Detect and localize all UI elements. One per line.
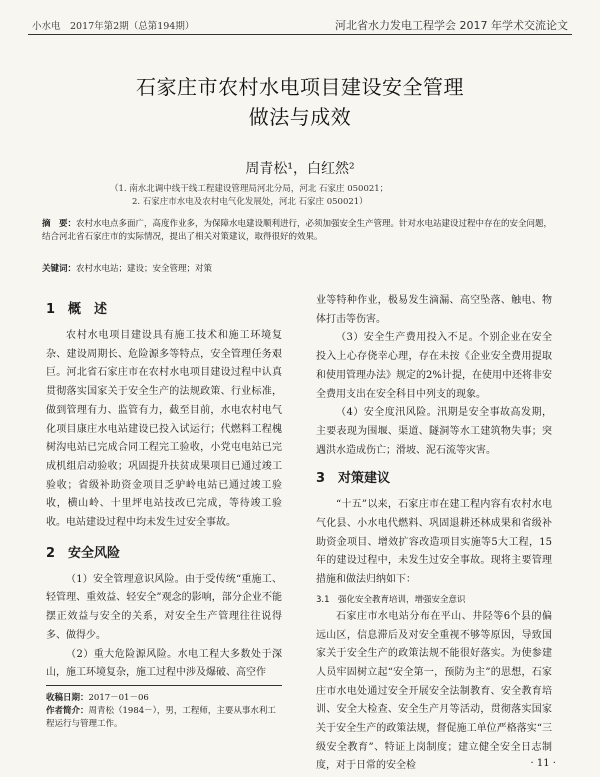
continued-paragraph: 业等特种作业，极易发生滴漏、高空坠落、触电、物体打击等伤害。 [316,295,552,325]
section-3-paragraph: “十五”以来，石家庄市在建工程内容有农村水电气化县、小水电代燃料、巩固退耕还林成果和省级补助资金项目、增效扩容改造项目实施等5大工程，15年的建设过程中，未发生过安全事故。现将主要管理措施和做法归纳如下： [316,499,552,586]
author-bio [46,705,282,731]
risk-paragraph-4: （4）安全度汛风险。汛期是安全事故高发期，主要表现为围堰、渠道、隧洞等水工建筑物失事；突遇洪水造成伤亡；滑坡、泥石流等灾害。 [316,407,552,456]
risk-paragraph-2: （2）重大危险源风险。水电工程大多数处于深山，施工环境复杂，施工过程中涉及爆破、高空作 [46,648,282,679]
section-3-heading: 3 对策建议 [316,471,391,487]
page-number: · 11 · [530,758,556,769]
authors: 周青松¹，白红然² [245,161,355,177]
abstract-label: 摘 要： [42,219,77,229]
title-line-2: 做法与成效 [248,105,352,129]
section-1-paragraph: 农村水电项目建设具有施工技术和施工环境复杂、建设周期长、危险源多等特点，安全管理任务艰巨。河北省石家庄市在农村水电项目建设过程中认真贯彻落实国家关于安全生产的法规政策、行业标准，做到管理有力、监管有力，截至目前，水电农村电气化项目康庄水电站建设已投入试运行；代燃料工程槐树沟电站已完成合同工程完工验收，小党屯电站已完成机组启动验收；巩固提升扶贫成果项目已通过竣工验收；省级补助资金项目乏驴岭电站已通过竣工验收，横山岭、十里坪电站技改已完成，等待竣工验收。电站建设过程中均未发生过安全事故。 [46,330,282,529]
left-column [46,295,282,683]
keywords-text: 农村水电站；建设；安全管理；对策 [76,264,213,274]
conference-name: 河北省水力发电工程学会 2017 年学术交流论文 [335,19,568,32]
footnote [46,685,282,731]
journal-issue: 小水电 2017年第2期（总第194期） [32,21,195,32]
abstract [42,218,558,244]
section-1-heading: 1 概 述 [46,302,108,317]
keywords [42,262,558,274]
affiliations [110,183,388,209]
paper-title [0,72,600,132]
risk-paragraph-1: （1）安全管理意识风险。由于受传统“重施工、轻管理、重效益、轻安全”观念的影响，部分企业不能摆正效益与安全的关系，对安全生产管理往往说得多、做得少。 [46,573,282,641]
author-bio-text: 周青松（1984－），男，工程师，主要从事水利工程运行与管理工作。 [46,706,276,729]
subsection-3-1-paragraph: 石家庄市水电站分布在平山、井陉等6个县的偏远山区，信息滞后及对安全重视不够等原因，导致国家关于安全生产的政策法规不能很好落实。为使参建人员牢固树立起“安全第一，预防为主”的思想，石家庄市水电处通过安全开展安全法制教育、安全教育培训、安全大检查、安全生产月等活动，贯彻落实国家关于安全生产的政策法规，督促施工单位严格落实“三级安全教育”、特证上岗制度；建立健全安全日志制度，对于日常的安全检 [316,610,552,772]
received-label: 收稿日期： [46,693,89,703]
risk-paragraph-3: （3）安全生产费用投入不足。个别企业在安全投入上心存侥幸心理，存在未按《企业安全费用提取和使用管理办法》规定的2%计提，在使用中还将非安全费用支出在安全科目中列支的现象。 [316,332,552,400]
affiliation-2: 2. 石家庄市水电及农村电气化发展处，河北 石家庄 050021） [132,197,368,207]
affiliation-1: （1. 南水北调中线干线工程建设管理局河北分局，河北 石家庄 050021； [110,184,389,194]
received-value: 2017－01－06 [88,693,149,703]
section-2-heading: 2 安全风险 [46,545,121,561]
subsection-3-1-heading: 3.1 强化安全教育培训，增强安全意识 [316,594,466,605]
author-bio-label: 作者简介： [46,706,89,716]
running-header [28,14,572,35]
abstract-text: 农村水电点多面广，高度作业多，为保障水电建设顺利进行，必须加强安全生产管理。针对水电站建设过程中存在的安全问题，结合河北省石家庄市的实际情况，提出了相关对策建议，取得很好的效果。 [42,219,553,242]
title-line-1: 石家庄市农村水电项目建设安全管理 [136,75,464,99]
right-column [316,292,552,776]
keywords-label: 关键词： [42,264,77,274]
received-date [46,692,282,705]
